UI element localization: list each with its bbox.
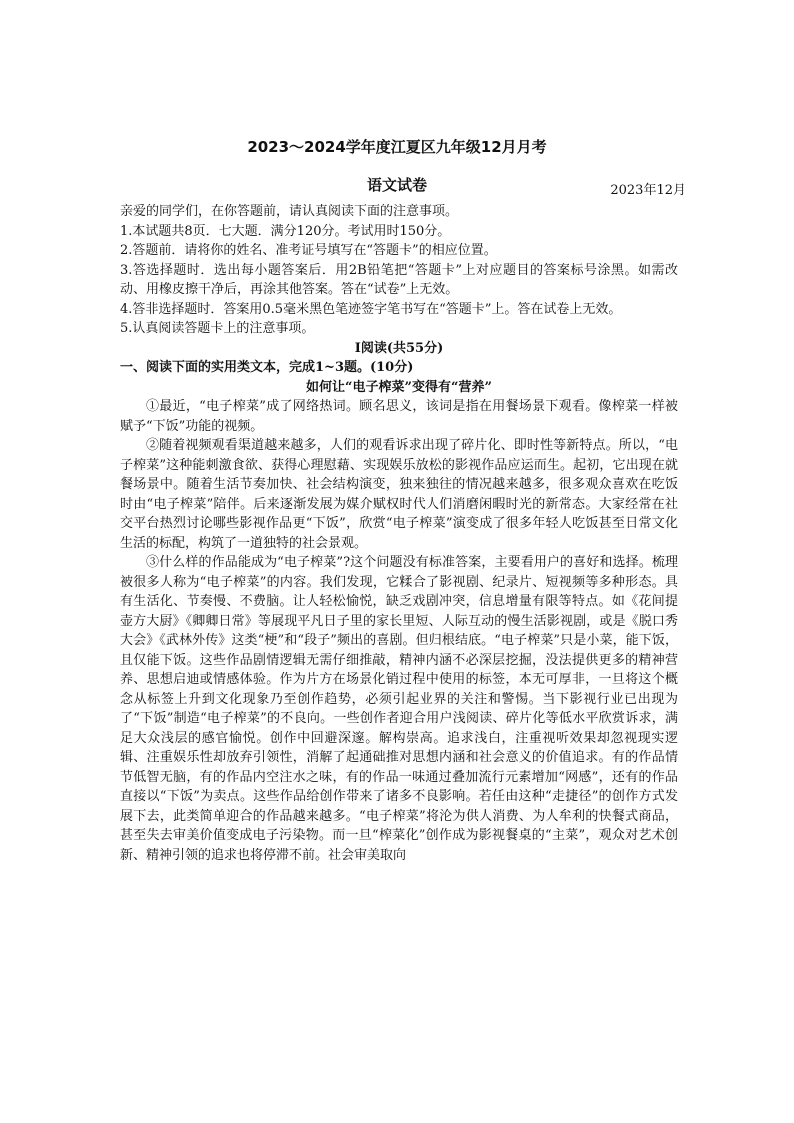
exam-body (120, 202, 678, 865)
exam-date: 2023年12月 (610, 183, 686, 198)
notice-item-1: 1.本试题共8页．七大题．满分120分。考试用时150分。 (120, 223, 451, 239)
notice-intro: 亲爱的同学们，在你答题前，请认真阅读下面的注意事项。 (120, 204, 459, 219)
article-title: 如何让“电子榨菜”变得有“营养” (306, 379, 492, 395)
exam-subtitle: 语文试卷 (366, 176, 427, 194)
notice-item-2: 2.答题前．请将你的姓名、准考证号填写在“答题卡”的相应位置。 (120, 243, 497, 258)
section-title: Ⅰ阅读(共55分) (354, 340, 444, 356)
article-paragraph-3: ③什么样的作品能成为“电子榨菜”?这个问题没有标准答案，主要看用户的喜好和选择。梳理被很多人称为“电子榨菜”的内容。我们发现，它糅合了影视剧、纪录片、短视频等多种形态。具有生活化、节奏慢、不费脑。让人轻松愉悦，缺乏戏剧冲突，信息增量有限等特点。如《花间提壶方大厨》《卿卿日常》等展现平凡日子里的家长里短、人际互动的慢生活影视剧，或是《脱口秀大会》《武林外传》这类“梗”和“段子”频出的喜剧。但归根结底。“电子榨菜”只是小菜，能下饭，且仅能下饭。这些作品剧情逻辑无需仔细推敲，精神内涵不必深层挖掘，没法提供更多的精神营养、思想启迪或情感体验。作为片方在场景化销过程中使用的标签，本无可厚非，一旦将这个概念从标签上升到文化现象乃至创作趋势，必须引起业界的关注和警惕。当下影视行业已出现为了“下饭”制造“电子榨菜”的不良向。一些创作者迎合用户浅阅读、碎片化等低水平欣赏诉求，满足大众浅层的感官愉悦。创作中回避深邃。解构崇高。追求浅白，注重视听效果却忽视现实逻辑、注重娱乐性却放弃引领性，消解了起通础推对思想内涵和社会意义的价值追求。有的作品情节低智无脑，有的作品内空注水之味，有的作品一味通过叠加流行元素增加“网感”，还有的作品直接以“下饭”为卖点。这些作品给创作带来了诸多不良影响。若任由这种“走捷径”的创作方式发展下去，此类简单迎合的作品越来越多。“电子榨菜”将沦为供人消费、为人牟利的快餐式商品，甚至失去审美价值变成电子污染物。而一旦“榨菜化”创作成为影视餐桌的“主菜”，观众对艺术创新、精神引领的追求也将停滞不前。社会审美取向 (120, 555, 678, 863)
notice-item-5: 5.认真阅读答题卡上的注意事项。 (120, 321, 315, 336)
exam-title: 2023～2024学年度江夏区九年级12月月考 (247, 138, 547, 156)
notice-item-3: 3.答选择题时．选出每小题答案后．用2B铅笔把“答题卡”上对应题目的答案标号涂黑。如需改动、用橡皮擦干净后，再涂其他答案。答在“试卷”上无效。 (120, 262, 678, 297)
article-paragraph-1: ①最近，“电子榨菜”成了网络热词。顾名思义，该词是指在用餐场景下观看。像榨菜一样被赋予“下饭”功能的视频。 (120, 399, 678, 434)
question-heading: 一、阅读下面的实用类文本，完成1~3题。(10分) (120, 360, 414, 375)
notice-item-4: 4.答非选择题时．答案用0.5毫米黑色笔迹签字笔书写在“答题卡”上。答在试卷上无效。 (120, 301, 622, 317)
article-paragraph-2: ②随着视频观看渠道越来越多，人们的观看诉求出现了碎片化、即时性等新特点。所以，“电子榨菜”这种能刺激食欲、获得心理慰藉、实现娱乐放松的影视作品应运而生。起初，它出现在就餐场景中。随着生活节奏加快、社会结构演变，独来独往的情况越来越多，很多观众喜欢在吃饭时由“电子榨菜”陪伴。后来逐渐发展为媒介赋权时代人们消磨闲暇时光的新常态。大家经常在社交平台热烈讨论哪些影视作品更“下饭”，欣赏“电子榨菜”演变成了很多年轻人吃饭甚至日常文化生活的标配，构筑了一道独特的社会景观。 (120, 438, 678, 551)
